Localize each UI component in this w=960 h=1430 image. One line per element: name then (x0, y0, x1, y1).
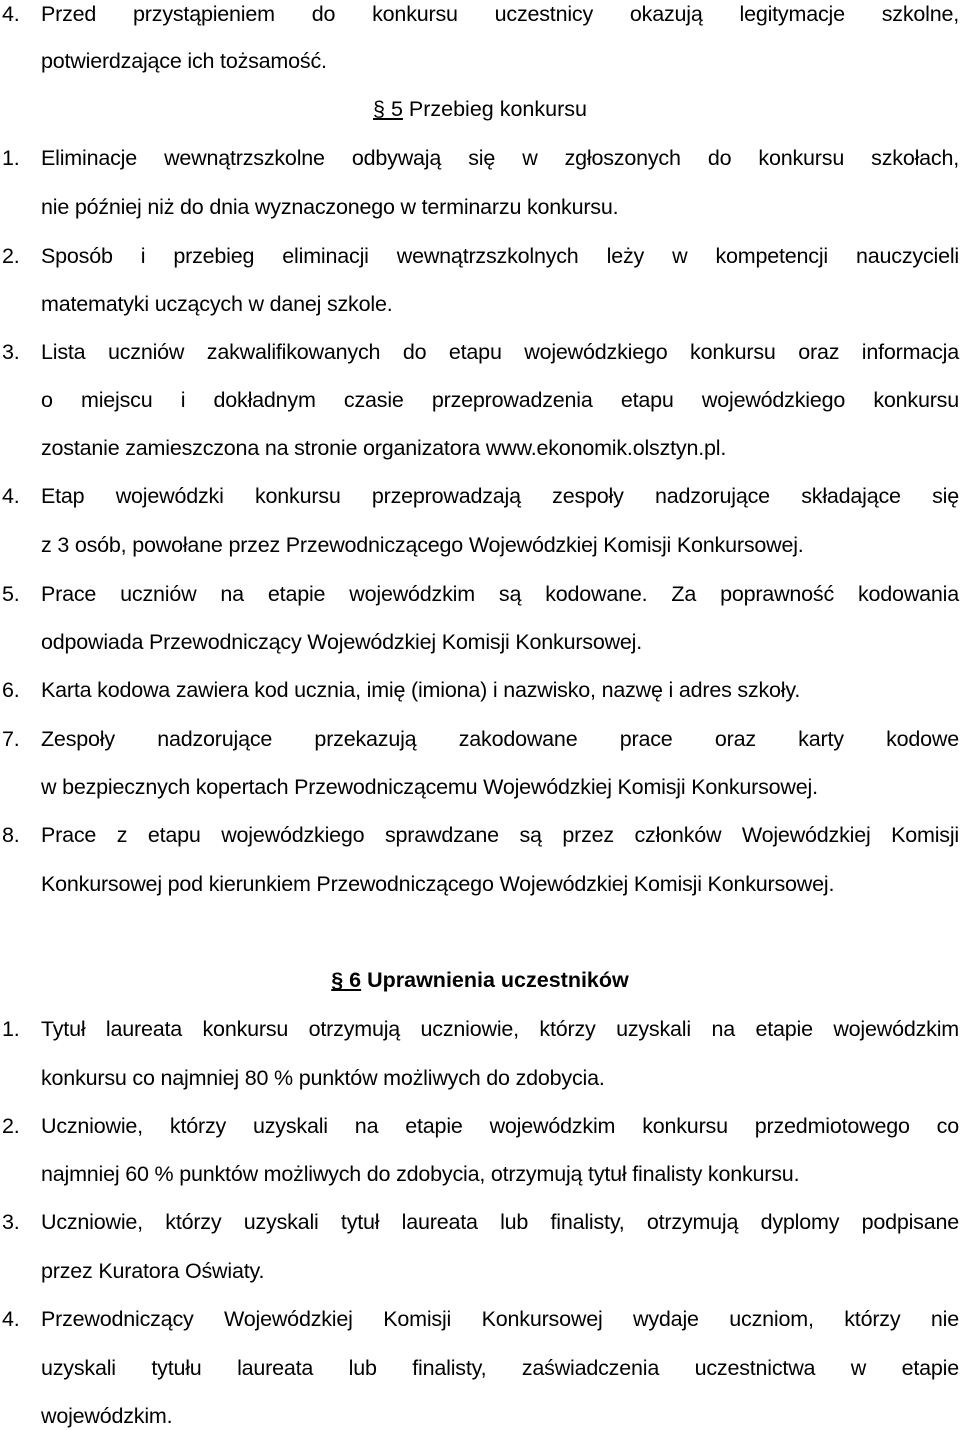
item-line: Konkursowej pod kierunkiem Przewodniczącego Wojewódzkiej Komisji Konkursowej. (41, 872, 835, 896)
item-line: Prace uczniów na etapie wojewódzkim są kodowane. Za poprawność kodowania (41, 582, 959, 606)
item-line: Przed przystąpieniem do konkursu uczestnicy okazują legitymacje szkolne, (41, 2, 959, 26)
section-mark: § 6 (331, 968, 362, 992)
item-line: nie później niż do dnia wyznaczonego w terminarzu konkursu. (41, 195, 619, 219)
item-number: 2. (2, 1114, 20, 1138)
item-number: 1. (2, 146, 20, 170)
item-number: 4. (2, 484, 20, 508)
item-line: o miejscu i dokładnym czasie przeprowadzenia etapu wojewódzkiego konkursu (41, 388, 959, 412)
item-line: Karta kodowa zawiera kod ucznia, imię (imiona) i nazwisko, nazwę i adres szkoły. (41, 678, 801, 702)
item-line: konkursu co najmniej 80 % punktów możliwych do zdobycia. (41, 1066, 605, 1090)
section-heading (0, 966, 960, 994)
item-line: Eliminacje wewnątrzszkolne odbywają się w zgłoszonych do konkursu szkołach, (41, 146, 959, 170)
item-number: 5. (2, 582, 20, 606)
item-line: odpowiada Przewodniczący Wojewódzkiej Komisji Konkursowej. (41, 630, 643, 654)
item-line: Zespoły nadzorujące przekazują zakodowane prace oraz karty kodowe (41, 727, 959, 751)
item-line: w bezpiecznych kopertach Przewodniczącemu Wojewódzkiej Komisji Konkursowej. (41, 775, 818, 799)
item-line: Prace z etapu wojewódzkiego sprawdzane są przez członków Wojewódzkiej Komisji (41, 823, 959, 847)
item-number: 7. (2, 727, 20, 751)
item-line: zostanie zamieszczona na stronie organizatora www.ekonomik.olsztyn.pl. (41, 436, 727, 460)
item-line: najmniej 60 % punktów możliwych do zdobycia, otrzymują tytuł finalisty konkursu. (41, 1162, 800, 1186)
item-line: Tytuł laureata konkursu otrzymują uczniowie, którzy uzyskali na etapie wojewódzkim (41, 1017, 959, 1041)
item-line: Uczniowie, którzy uzyskali na etapie wojewódzkim konkursu przedmiotowego co (41, 1114, 959, 1138)
item-line: matematyki uczących w danej szkole. (41, 292, 393, 316)
item-line: z 3 osób, powołane przez Przewodniczącego Wojewódzkiej Komisji Konkursowej. (41, 533, 804, 557)
item-line: uzyskali tytułu laureata lub finalisty, zaświadczenia uczestnictwa w etapie (41, 1356, 959, 1380)
item-number: 4. (2, 1307, 20, 1331)
item-line: wojewódzkim. (41, 1404, 173, 1428)
item-number: 8. (2, 823, 20, 847)
item-line: Przewodniczący Wojewódzkiej Komisji Konkursowej wydaje uczniom, którzy nie (41, 1307, 959, 1331)
item-line: Lista uczniów zakwalifikowanych do etapu wojewódzkiego konkursu oraz informacja (41, 340, 959, 364)
item-number: 3. (2, 340, 20, 364)
item-number: 1. (2, 1017, 20, 1041)
item-number: 4. (2, 2, 20, 26)
item-line: przez Kuratora Oświaty. (41, 1259, 265, 1283)
item-line: Sposób i przebieg eliminacji wewnątrzszkolnych leży w kompetencji nauczycieli (41, 244, 959, 268)
section-title-text: Uprawnienia uczestników (361, 968, 629, 992)
section-title-text: Przebieg konkursu (402, 97, 587, 121)
item-line: Uczniowie, którzy uzyskali tytuł laureata lub finalisty, otrzymują dyplomy podpisane (41, 1210, 959, 1234)
item-number: 2. (2, 244, 20, 268)
item-number: 3. (2, 1210, 20, 1234)
item-line: potwierdzające ich tożsamość. (41, 49, 327, 73)
section-heading (0, 95, 960, 123)
item-number: 6. (2, 678, 20, 702)
item-line: Etap wojewódzki konkursu przeprowadzają zespoły nadzorujące składające się (41, 484, 959, 508)
section-mark: § 5 (373, 97, 403, 121)
